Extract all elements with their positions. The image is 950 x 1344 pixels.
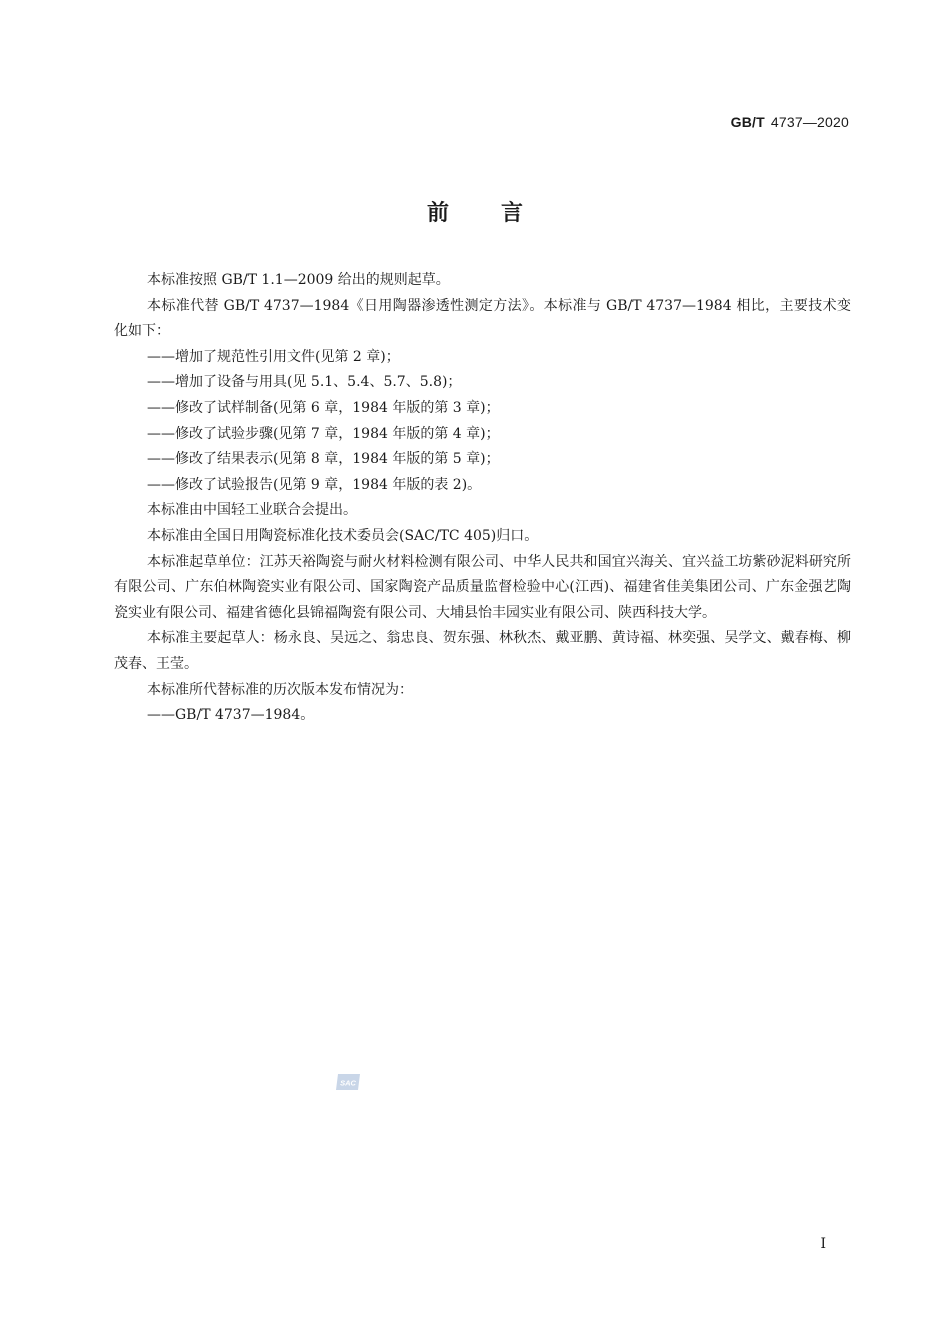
change-item: ——增加了规范性引用文件(见第 2 章)； bbox=[147, 348, 400, 365]
paragraph-drafting-rules: 本标准按照 GB/T 1.1—2009 给出的规则起草。 bbox=[147, 272, 450, 288]
paragraph-history-intro: 本标准所代替标准的历次版本发布情况为： bbox=[147, 681, 413, 698]
paragraph-drafting-units: 本标准起草单位：江苏天裕陶瓷与耐火材料检测有限公司、中华人民共和国宜兴海关、宜兴益工坊紫砂泥料研究所有限公司、广东伯林陶瓷实业有限公司、国家陶瓷产品质量监督检验中心(江西)、福建省佳美集团公司、广东金强艺陶瓷实业有限公司、福建省德化县锦福陶瓷有限公司、大埔县怡丰园实业有限公司、陕西科技大学。 bbox=[114, 553, 851, 621]
change-item: ——增加了设备与用具(见 5.1、5.4、5.7、5.8)； bbox=[147, 374, 462, 391]
paragraph-proposed-by: 本标准由中国轻工业联合会提出。 bbox=[147, 502, 357, 519]
svg-text:SAC: SAC bbox=[340, 1078, 356, 1088]
page-title: 前言 bbox=[426, 201, 575, 226]
paragraph-replacement: 本标准代替 GB/T 4737—1984《日用陶器渗透性测定方法》。本标准与 GB/T 4737—1984 相比，主要技术变化如下： bbox=[114, 297, 851, 340]
standard-code-number: 4737—2020 bbox=[770, 114, 849, 130]
page-number: I bbox=[820, 1236, 826, 1252]
change-item: ——修改了试验步骤(见第 7 章，1984 年版的第 4 章)； bbox=[147, 425, 500, 442]
sac-watermark-logo bbox=[335, 1072, 361, 1092]
change-item: ——修改了试样制备(见第 6 章，1984 年版的第 3 章)； bbox=[147, 399, 500, 416]
standard-code bbox=[731, 114, 849, 130]
change-item: ——修改了试验报告(见第 9 章，1984 年版的表 2)。 bbox=[147, 476, 482, 493]
paragraph-centralized-by: 本标准由全国日用陶瓷标准化技术委员会(SAC/TC 405)归口。 bbox=[147, 527, 539, 544]
standard-code-prefix: GB/T bbox=[730, 114, 765, 130]
foreword-body bbox=[114, 268, 851, 729]
history-item: ——GB/T 4737—1984。 bbox=[147, 707, 315, 724]
paragraph-drafters: 本标准主要起草人：杨永良、吴远之、翁忠良、贺东强、林秋杰、戴亚鹏、黄诗福、林奕强、吴学文、戴春梅、柳茂春、王莹。 bbox=[114, 630, 851, 672]
change-item: ——修改了结果表示(见第 8 章，1984 年版的第 5 章)； bbox=[147, 451, 500, 468]
